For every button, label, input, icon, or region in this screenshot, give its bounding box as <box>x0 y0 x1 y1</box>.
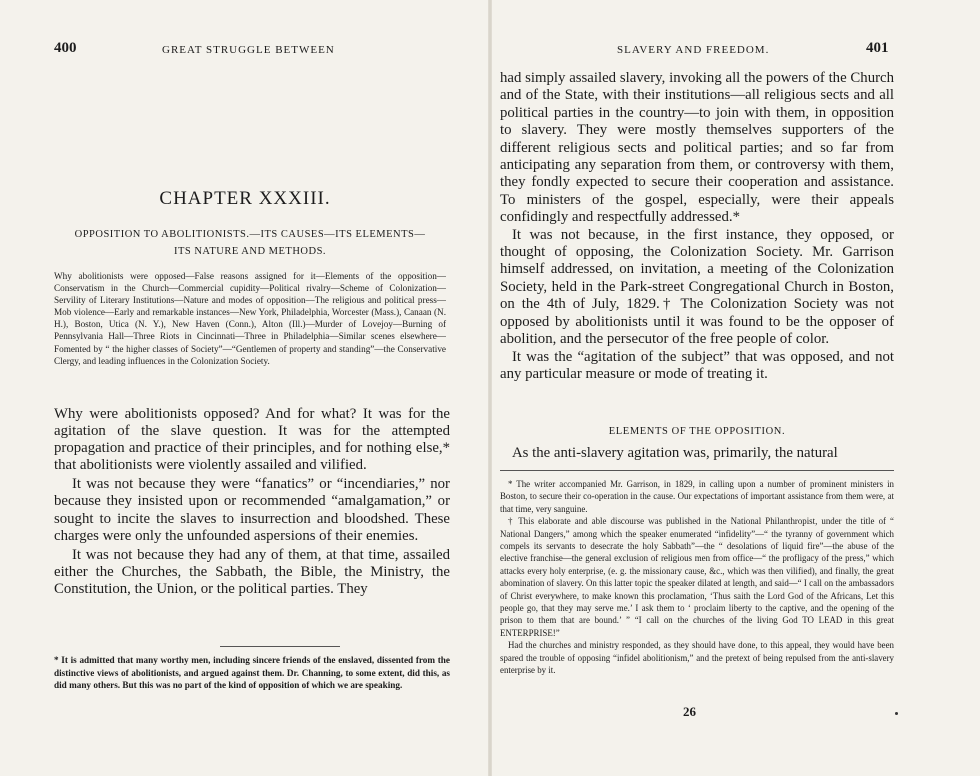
right-footnote-rule <box>500 470 894 471</box>
right-page-number: 401 <box>866 40 889 56</box>
right-running-head: SLAVERY AND FREEDOM. <box>617 44 770 56</box>
right-body-text <box>500 70 894 383</box>
left-footnote: * It is admitted that many worthy men, including sincere friends of the enslaved, dissented from the distinctive views of abolitionists, and argued against them. Dr. Channing, to some extent, did this, as did many others. But this was no part of the kind of opposition of which we are speaking. <box>54 655 450 691</box>
right-paragraph-3: It was the “agitation of the subject” that was opposed, and not any particular measure or mode of treating it. <box>500 348 894 382</box>
chapter-subtitle <box>54 226 446 260</box>
right-paragraph-2: It was not because, in the first instance, they opposed, or thought of opposing, the Colonization Society. Mr. Garrison himself addressed, on invitation, a meeting of the Colonization Society, held in the Park-street Congregational Church in Boston, on the 4th of July, 1829.† The Colonization Society was not opposed by abolitionists until it was found to be the opposer of abolition, and the persecutor of the free people of color. <box>500 226 894 348</box>
right-footnote-1: * The writer accompanied Mr. Garrison, in 1829, in calling upon a number of prominent ministers in Boston, to secure their co-operation in the cause. Our expectations of important assistance from them were, at that time, very sanguine. <box>500 479 894 514</box>
chapter-subtitle-line-2: ITS NATURE AND METHODS. <box>173 246 327 257</box>
right-footnotes <box>500 478 894 677</box>
right-paragraph-1: had simply assailed slavery, invoking all the powers of the Church and of the State, with their institutions—all religious sects and all political parties in the country—to join with them, in opposition to slavery. They were mostly themselves supporters of the different religious sects and political parties; and so far from anticipating any separation from them, or controversy with them, they fondly expected to secure their cooperation and assistance. To ministers of the gospel, especially, were their appeals confidingly and respectfully addressed.* <box>500 70 894 226</box>
chapter-title: CHAPTER XXXIII. <box>159 188 331 209</box>
chapter-synopsis: Why abolitionists were opposed—False reasons assigned for it—Elements of the opposition—Conservatism in the Church—Commercial cupidity—Political rivalry—Scheme of Colonization—Servility of Literary Institutions—Nature and modes of opposition—The religious and political press—Mob violence—Early and remarkable instances—New York, Philadelphia, Worcester (Mass.), Canaan (N. H.), Boston, Utica (N. Y.), New Haven (Conn.), Alton (Ill.)—Murder of Lovejoy—Burning of Pennsylvania Hall—Three Riots in Cincinnati—Three in Philadelphia—Similar scenes elsewhere—Fomented by “ the higher classes of Society”—“Gentlemen of property and standing”—the Conservative Clergy, and leading influences in the Colonization Society. <box>54 271 446 366</box>
left-paragraph-1: Why were abolitionists opposed? And for what? It was for the agitation of the slave question. It was for the attempted propagation and practice of their principles, and for nothing else,* that abolitionists were violently assailed and vilified. <box>54 406 450 474</box>
left-paragraph-3: It was not because they had any of them, at that time, assailed either the Churches, the Sabbath, the Bible, the Ministry, the Constitution, the Union, or the political parties. They <box>54 546 450 597</box>
left-running-head: GREAT STRUGGLE BETWEEN <box>162 44 335 56</box>
left-body-text <box>54 406 450 598</box>
chapter-subtitle-line-1: OPPOSITION TO ABOLITIONISTS.—ITS CAUSES—ITS ELEMENTS— <box>74 229 426 240</box>
left-page-number: 400 <box>54 40 77 56</box>
signature-mark: 26 <box>683 704 696 719</box>
ink-dot <box>895 712 898 715</box>
section-heading: ELEMENTS OF THE OPPOSITION. <box>608 426 786 437</box>
left-paragraph-2: It was not because they were “fanatics” or “incendiaries,” nor because they insisted upon or recommended “amalgamation,” or sought to incite the slaves to insurrection and bloodshed. These charges were only the unfounded aspersions of their enemies. <box>54 476 450 544</box>
right-paragraph-4: As the anti-slavery agitation was, primarily, the natural <box>512 445 838 461</box>
right-footnote-3: Had the churches and ministry responded, as they should have done, to this appeal, they would have been spared the trouble of opposing “infidel abolitionism,” and the pretext of being repulsed from the anti-slavery enterprise by it. <box>500 640 894 676</box>
right-footnote-2: † This elaborate and able discourse was published in the National Philanthropist, under the title of “ National Dangers,” among which the speaker enumerated “infidelity”—“ the tyranny of government which compels its servants to desecrate the holy Sabbath”—the “ desolations of liquid fire”—the abuse of the elective franchise—the general exclusion of religious men from office—“ the profligacy of the press,” which attacks every holy enterprise, (e. g. the missionary cause, &c., which was then vilified), and finally, the great abomination of slavery. On this latter topic the speaker dilated at length, and said—“ I call on the ambassadors of Christ everywhere, to make known this proclamation, ‘Thus saith the Lord God of the Africans, Let this people go, that they may serve me.’ I ask them to ‘ proclaim liberty to the captive, and the opening of the prison to them that are bound.’ ” “I call on the churches of the living God TO LEAD in this great ENTERPRISE!” <box>500 516 894 638</box>
